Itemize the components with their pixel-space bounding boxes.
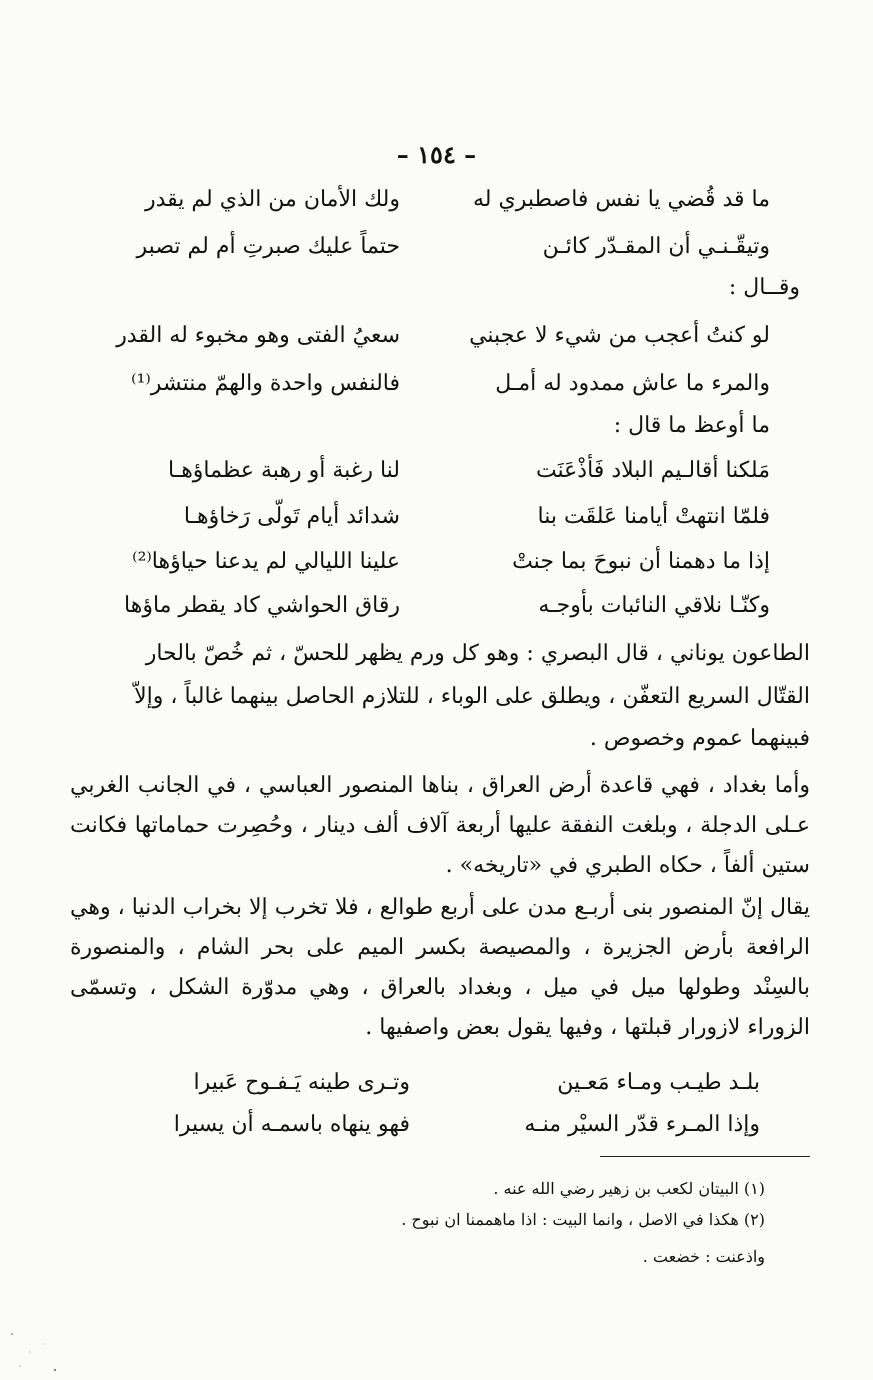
- verse-second-hemistich: شدائد أيام تَولّى رَخاؤهـا: [183, 504, 400, 529]
- verse-line: [100, 224, 770, 270]
- verse-line: [100, 361, 770, 407]
- footnote-divider: [600, 1156, 810, 1157]
- verse-first-hemistich: مَلكنا أقالـيم البلاد فَأذْعَنَت: [535, 458, 770, 483]
- page-number: – ١٥٤ –: [396, 140, 477, 169]
- verse-line: [100, 583, 770, 629]
- verse-first-hemistich: وتيقّـنـي أن المقـدّر كائـن: [542, 234, 770, 259]
- verse-first-hemistich: وإذا المـرء قدّر السيْر منـه: [524, 1112, 760, 1137]
- paragraph-line: فبينهما عموم وخصوص .: [589, 726, 810, 751]
- paragraph-baghdad: وأما بغداد ، فهي قاعدة أرض العراق ، بناها المنصور العباسي ، في الجانب الغربي عـلى الدجلة ، وبلغت النفقة عليها أربعة آلاف ألف دينار ، وحُصِرت حماماتها فكانت ستين ألفاً ، حكاه الطبري في «تاريخه» .: [70, 773, 810, 878]
- paper-specks: [0, 1300, 120, 1380]
- verse-line: [100, 448, 770, 494]
- verse-second-hemistich: حتماً عليك صبرتِ أم لم تصبر: [136, 234, 400, 259]
- verse-first-hemistich: إذا ما دهمنا أن نبوحَ بما جنتْ: [512, 549, 770, 574]
- verse-second-hemistich: رقاق الحواشي كاد يقطر ماؤها: [124, 593, 400, 618]
- paragraph-mansur-cities: يقال إنّ المنصور بنى أربـع مدن على أربع طوالع ، فلا تخرب إلا بخراب الدنيا ، وهي الرافعة بأرض الجزيرة ، والمصيصة بكسر الميم على بحر الشام ، والمنصورة بالسِنْد وطولها ميل في ميل ، وبغداد بالعراق ، وهي مدوّرة الشكل ، وتسمّى الزوراء لازورار قبلتها ، وفيها يقول بعض واصفيها .: [70, 895, 810, 1040]
- verse-intro: ما أوعظ ما قال :: [613, 413, 770, 438]
- verse-second-hemistich: علينا الليالي لم يدعنا حياؤها⁽²⁾: [132, 549, 400, 574]
- verse-line: [100, 494, 770, 540]
- footnote: (١) البيتان لكعب بن زهير رضي الله عنه .: [493, 1179, 765, 1198]
- footnote: واذعنت : خضعت .: [642, 1247, 765, 1266]
- verse-first-hemistich: والمرء ما عاش ممدود له أمـل: [495, 371, 770, 396]
- verse-first-hemistich: ما قد قُضي يا نفس فاصطبري له: [472, 187, 770, 212]
- verse-first-hemistich: لو كنتُ أعجب من شيء لا عجبني: [469, 323, 770, 348]
- verse-line: [100, 177, 770, 223]
- verse-intro: وقــال :: [728, 275, 800, 300]
- verse-line: [100, 539, 770, 585]
- verse-second-hemistich: ولك الأمان من الذي لم يقدر: [144, 187, 400, 212]
- verse-line: [110, 1060, 760, 1106]
- paragraph-line: القتّال السريع التعفّن ، ويطلق على الوباء ، للتلازم الحاصل بينهما غالباً ، وإلاّ: [134, 684, 810, 709]
- paragraph-line: الطاعون يوناني ، قال البصري : وهو كل ورم يظهر للحسّ ، ثم خُصّ بالحار: [145, 641, 810, 666]
- verse-line: [110, 1102, 760, 1148]
- verse-second-hemistich: فهو ينهاه باسمـه أن يسيرا: [173, 1112, 410, 1137]
- verse-first-hemistich: فلمّا انتهتْ أيامنا عَلقَت بنا: [537, 504, 770, 529]
- verse-second-hemistich: فالنفس واحدة والهمّ منتشر⁽¹⁾: [131, 371, 400, 396]
- footnote: (٢) هكذا في الاصل ، وانما البيت : اذا ماهممنا ان نبوح .: [401, 1210, 765, 1229]
- verse-second-hemistich: سعيُ الفتى وهو مخبوء له القدر: [116, 323, 400, 348]
- verse-second-hemistich: وتـرى طينه يَـفـوح عَبيرا: [193, 1070, 410, 1095]
- verse-first-hemistich: وكنّـا نلاقي النائبات بأوجـه: [538, 593, 770, 618]
- verse-second-hemistich: لنا رغبة أو رهبة عظماؤهـا: [168, 458, 400, 483]
- verse-first-hemistich: بلـد طيـب ومـاء مَعـين: [557, 1070, 760, 1095]
- verse-line: [100, 313, 770, 359]
